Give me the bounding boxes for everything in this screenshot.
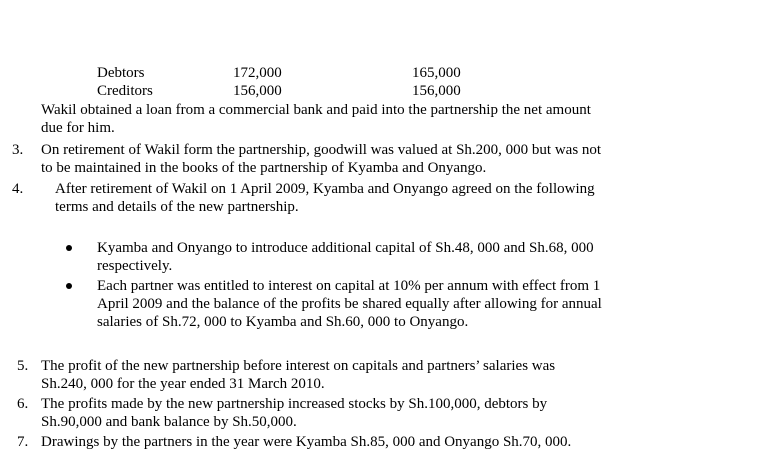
bullet-1-line-1: Kyamba and Onyango to introduce additional capital of Sh.48, 000 and Sh.68, 000 — [97, 240, 594, 256]
bullet-2-line-1: Each partner was entitled to interest on capital at 10% per annum with effect from 1 — [97, 278, 601, 294]
item-6-line-1: The profits made by the new partnership increased stocks by Sh.100,000, debtors by — [41, 396, 548, 412]
item-7-line-1: Drawings by the partners in the year were Kyamba Sh.85, 000 and Onyango Sh.70, 000. — [41, 434, 572, 450]
table-row-creditors-col2: 156,000 — [412, 83, 461, 99]
item-4-line-2: terms and details of the new partnership. — [55, 199, 299, 215]
item-5-line-2: Sh.240, 000 for the year ended 31 March 2010. — [41, 376, 325, 392]
item-3-line-1: On retirement of Wakil form the partnership, goodwill was valued at Sh.200, 000 but was not — [41, 142, 602, 158]
item-4-number: 4. — [12, 181, 24, 197]
bullet-2-line-3: salaries of Sh.72, 000 to Kyamba and Sh.60, 000 to Onyango. — [97, 314, 469, 330]
table-row-creditors-col1: 156,000 — [233, 83, 282, 99]
item-3-number: 3. — [12, 142, 24, 158]
item-5-number: 5. — [17, 358, 29, 374]
table-row-creditors-label: Creditors — [97, 83, 153, 99]
table-row-debtors-col1: 172,000 — [233, 65, 282, 81]
intro-line-2: due for him. — [41, 120, 115, 136]
item-6-number: 6. — [17, 396, 29, 412]
table-row-debtors-label: Debtors — [97, 65, 145, 81]
item-4-line-1: After retirement of Wakil on 1 April 2009, Kyamba and Onyango agreed on the following — [55, 181, 595, 197]
bullet-icon — [66, 245, 72, 251]
item-3-line-2: to be maintained in the books of the partnership of Kyamba and Onyango. — [41, 160, 487, 176]
bullet-icon — [66, 283, 72, 289]
bullet-1-line-2: respectively. — [97, 258, 173, 274]
table-row-debtors-col2: 165,000 — [412, 65, 461, 81]
item-5-line-1: The profit of the new partnership before interest on capitals and partners’ salaries was — [41, 358, 556, 374]
intro-line-1: Wakil obtained a loan from a commercial bank and paid into the partnership the net amount — [41, 102, 591, 118]
bullet-2-line-2: April 2009 and the balance of the profits be shared equally after allowing for annual — [97, 296, 602, 312]
item-6-line-2: Sh.90,000 and bank balance by Sh.50,000. — [41, 414, 297, 430]
item-7-number: 7. — [17, 434, 29, 450]
